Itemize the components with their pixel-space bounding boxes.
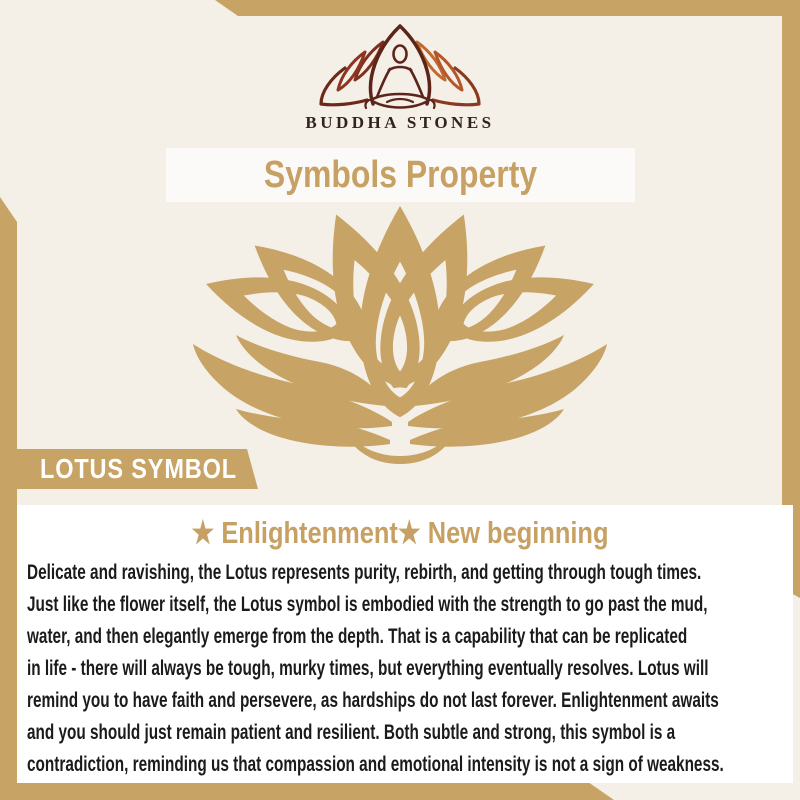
- logo-meditating-person: [365, 26, 434, 108]
- bottom-border-bar: [0, 782, 614, 800]
- paragraph-line: Just like the flower itself, the Lotus symbol is embodied with the strength to go past the mud,: [27, 593, 708, 616]
- brand-name: BUDDHA STONES: [305, 113, 495, 132]
- symbol-meaning-heading: ★ Enlightenment★ New beginning: [191, 515, 609, 550]
- lotus-flower-illustration: [180, 198, 620, 466]
- page-title: Symbols Property: [263, 154, 538, 196]
- paragraph-line: in life - there will always be tough, murky times, but everything eventually resolves. Lotus will: [27, 657, 709, 680]
- top-border-bar: [215, 0, 800, 16]
- section-ribbon-label: LOTUS SYMBOL: [40, 453, 237, 484]
- paragraph-line: remind you to have faith and persevere, as hardships do not last forever. Enlightenment awaits: [27, 689, 719, 712]
- left-border-strip: [0, 197, 17, 800]
- paragraph-line: contradiction, reminding us that compassion and emotional intensity is not a sign of weakness.: [27, 753, 724, 776]
- lotus-petals: [193, 201, 607, 464]
- buddha-stones-logo-icon: [305, 18, 495, 112]
- paragraph-line: water, and then elegantly emerge from the depth. That is a capability that can be replicated: [27, 625, 688, 648]
- paragraph-line: and you should just remain patient and resilient. Both subtle and strong, this symbol is a: [27, 721, 676, 744]
- paragraph-line: Delicate and ravishing, the Lotus represents purity, rebirth, and getting through tough times.: [27, 561, 702, 584]
- symbol-description-paragraph: [27, 557, 800, 781]
